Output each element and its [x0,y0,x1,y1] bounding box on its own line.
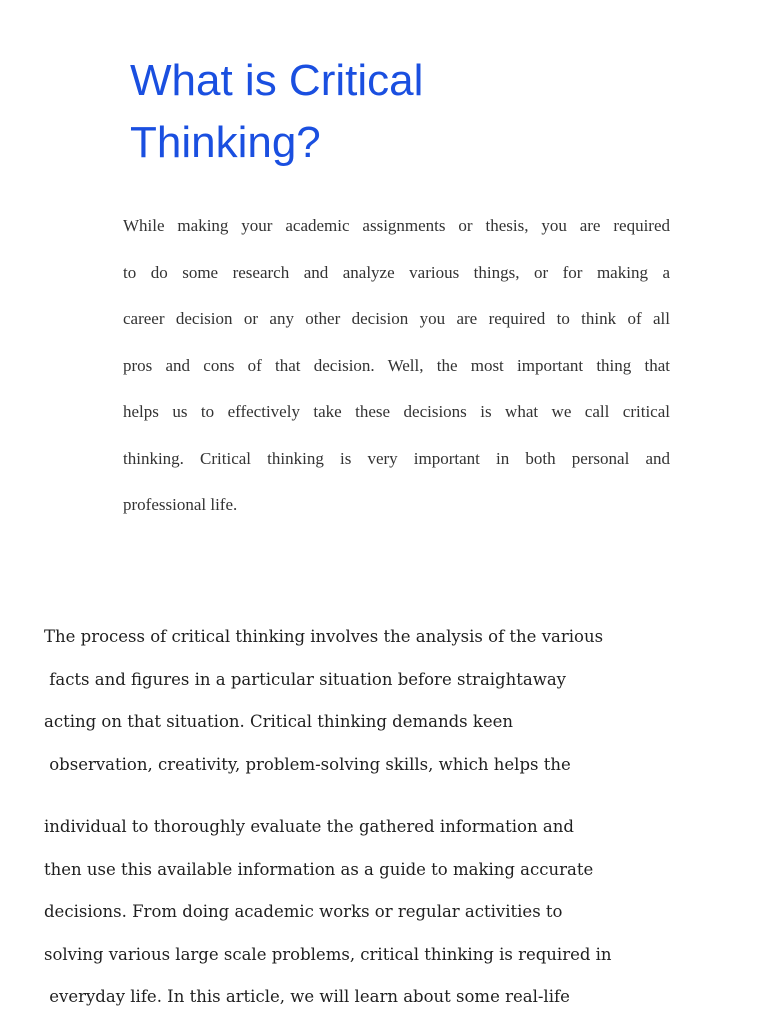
body-line: decisions. From doing academic works or regular activities to [44,902,563,921]
body-line: observation, creativity, problem-solving skills, which helps the [44,755,571,774]
body-line: individual to thoroughly evaluate the gathered information and [44,817,574,836]
body-line: facts and figures in a particular situation before straightaway [44,670,566,689]
page-title: What is Critical Thinking? [130,56,424,167]
intro-line: helps us to effectively take these decisions is what we call critical [123,402,670,421]
intro-line: career decision or any other decision you are required to think of all [123,309,670,328]
intro-line: While making your academic assignments or thesis, you are required [123,216,670,235]
body-line: everyday life. In this article, we will learn about some real-life [44,987,570,1006]
body-line: solving various large scale problems, critical thinking is required in [44,945,612,964]
intro-line: professional life. [123,495,238,514]
body-line: The process of critical thinking involves the analysis of the various [44,627,604,646]
body-line: then use this available information as a guide to making accurate [44,860,594,879]
intro-line: to do some research and analyze various things, or for making a [123,263,670,282]
intro-line: pros and cons of that decision. Well, the most important thing that [123,356,670,375]
body-line: acting on that situation. Critical thinking demands keen [44,712,514,731]
intro-line: thinking. Critical thinking is very important in both personal and [123,449,670,468]
